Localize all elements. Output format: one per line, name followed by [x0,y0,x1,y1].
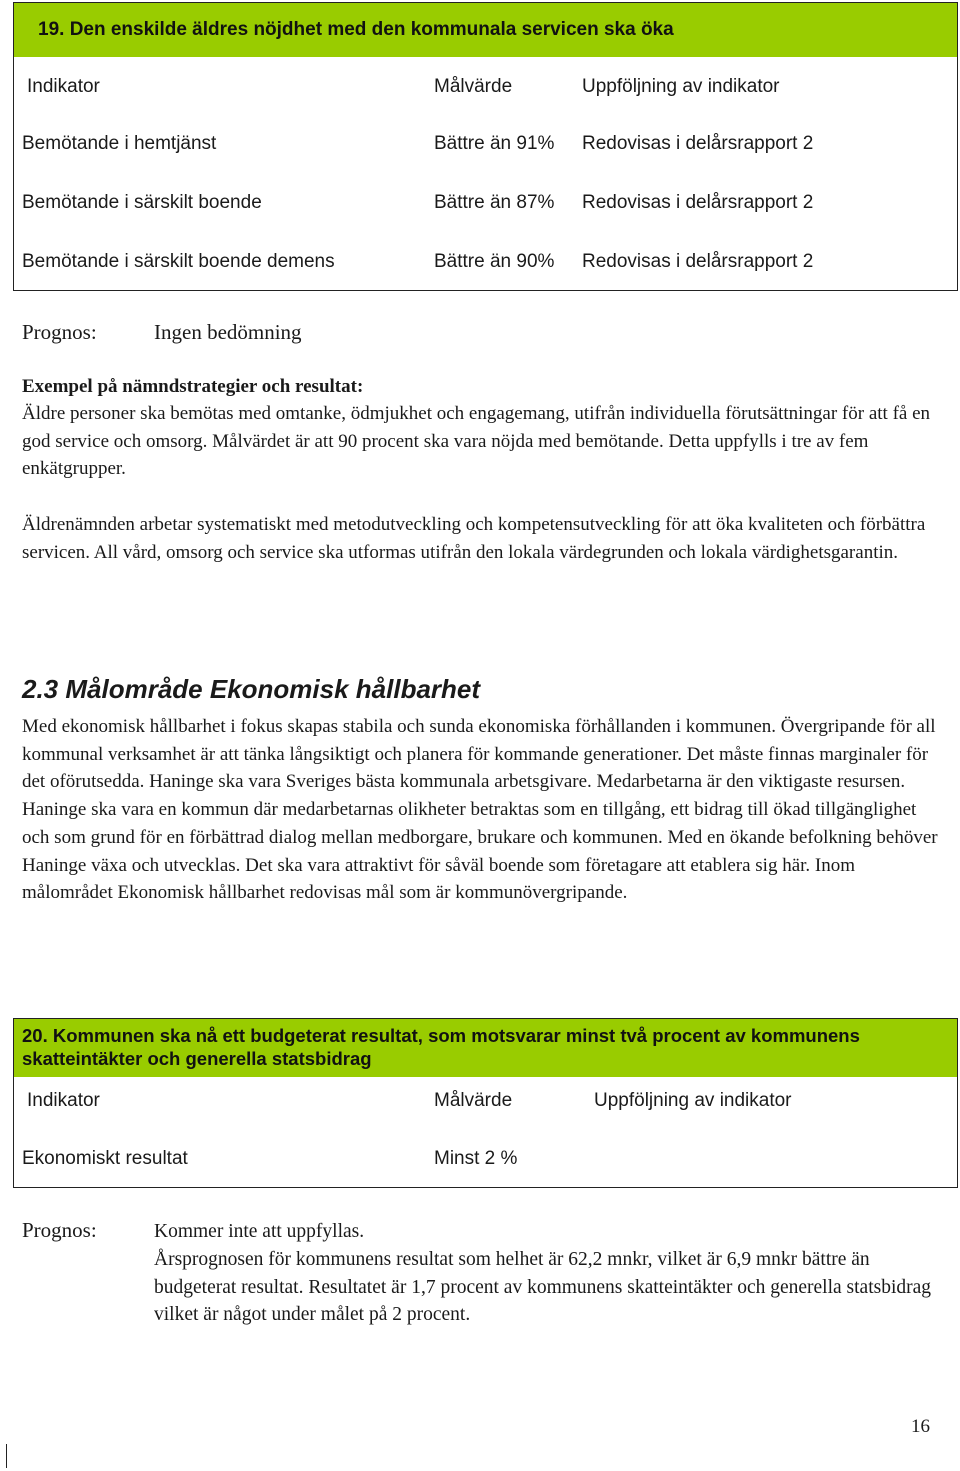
goal-19-title: 19. Den enskilde äldres nöjdhet med den kommunala servicen ska öka [38,19,674,40]
goal-20-prognos-line1: Kommer inte att uppfyllas. [154,1221,365,1242]
goal-20-prognos-text [154,1218,949,1329]
goal-19-table [13,2,958,291]
goal-19-paragraph-2: Äldrenämnden arbetar systematiskt med metodutveckling och kompetensutveckling för att öka kvaliteten och förbättra servicen. All vård, omsorg och service ska utformas utifrån den lokala värdegrunden och lokala värdighetsgarantin. [22,514,926,563]
row-target: Bättre än 87% [434,192,555,213]
goal-19-paragraph-1: Äldre personer ska bemötas med omtanke, ödmjukhet och engagemang, utifrån individuella förutsättningar för att få en god service och omsorg. Målvärdet är att 90 procent ska vara nöjda med bemötande. Detta uppfylls i tre av fem enkätgrupper. [22,403,931,480]
row-indicator: Bemötande i hemtjänst [22,133,217,154]
goal-20-title-bar [14,1019,957,1077]
goal-19-prognos-label: Prognos: [22,320,97,344]
row-followup: Redovisas i delårsrapport 2 [582,192,814,213]
row-indicator: Bemötande i särskilt boende [22,192,262,213]
header-indicator: Indikator [27,76,100,97]
row-followup: Redovisas i delårsrapport 2 [582,133,814,154]
header-indicator: Indikator [27,1090,100,1111]
header-target: Målvärde [434,1090,513,1111]
row-indicator: Bemötande i särskilt boende demens [22,251,335,272]
row-target: Bättre än 91% [434,133,555,154]
row-followup: Redovisas i delårsrapport 2 [582,251,814,272]
section-body: Med ekonomisk hållbarhet i fokus skapas stabila och sunda ekonomiska förhållanden i kommunen. Övergripande för all kommunal verksamhet är att tänka långsiktigt och planera för kommande generationer. Det måste finnas marginaler för det oförutsedda. Haninge ska vara Sveriges bästa kommunala arbetsgivare. Medarbetarna är den viktigaste resursen. Haninge ska vara en kommun där medarbetarnas olikheter betraktas som en tillgång, ett bidrag till ökad tillgänglighet och som grund för en förbättrad dialog mellan medborgare, brukare och kommunen. Med en ökande befolkning behöver Haninge växa och utvecklas. Det ska vara attraktivt för såväl boende som företagare att etablera sig här. Inom målområdet Ekonomisk hållbarhet redovisas mål som är kommunövergripande. [22,716,938,904]
goal-20-table [13,1018,958,1188]
row-target: Minst 2 % [434,1148,518,1169]
goal-19-prognos-value: Ingen bedömning [154,320,302,344]
text-cursor-mark [6,1444,7,1468]
section-heading: 2.3 Målområde Ekonomisk hållbarhet [22,674,481,704]
page-number: 16 [911,1416,930,1437]
header-followup: Uppföljning av indikator [582,76,780,97]
goal-20-prognos-label: Prognos: [22,1218,97,1242]
header-target: Målvärde [434,76,513,97]
goal-20-prognos-rest: Årsprognosen för kommunens resultat som helhet är 62,2 mnkr, vilket är 6,9 mnkr bättre än budgeterat resultat. Resultatet är 1,7 procent av kommunens skatteintäkter och generella statsbidrag vilket är något under målet på 2 procent. [154,1248,932,1326]
goal-19-title-bar [14,3,957,57]
row-target: Bättre än 90% [434,251,555,272]
row-indicator: Ekonomiskt resultat [22,1148,188,1169]
goal-20-title: 20. Kommunen ska nå ett budgeterat resultat, som motsvarar minst två procent av kommunens skatteintäkter och generella statsbidrag [22,1025,860,1069]
header-followup: Uppföljning av indikator [594,1090,792,1111]
example-heading: Exempel på nämndstrategier och resultat: [22,376,364,397]
